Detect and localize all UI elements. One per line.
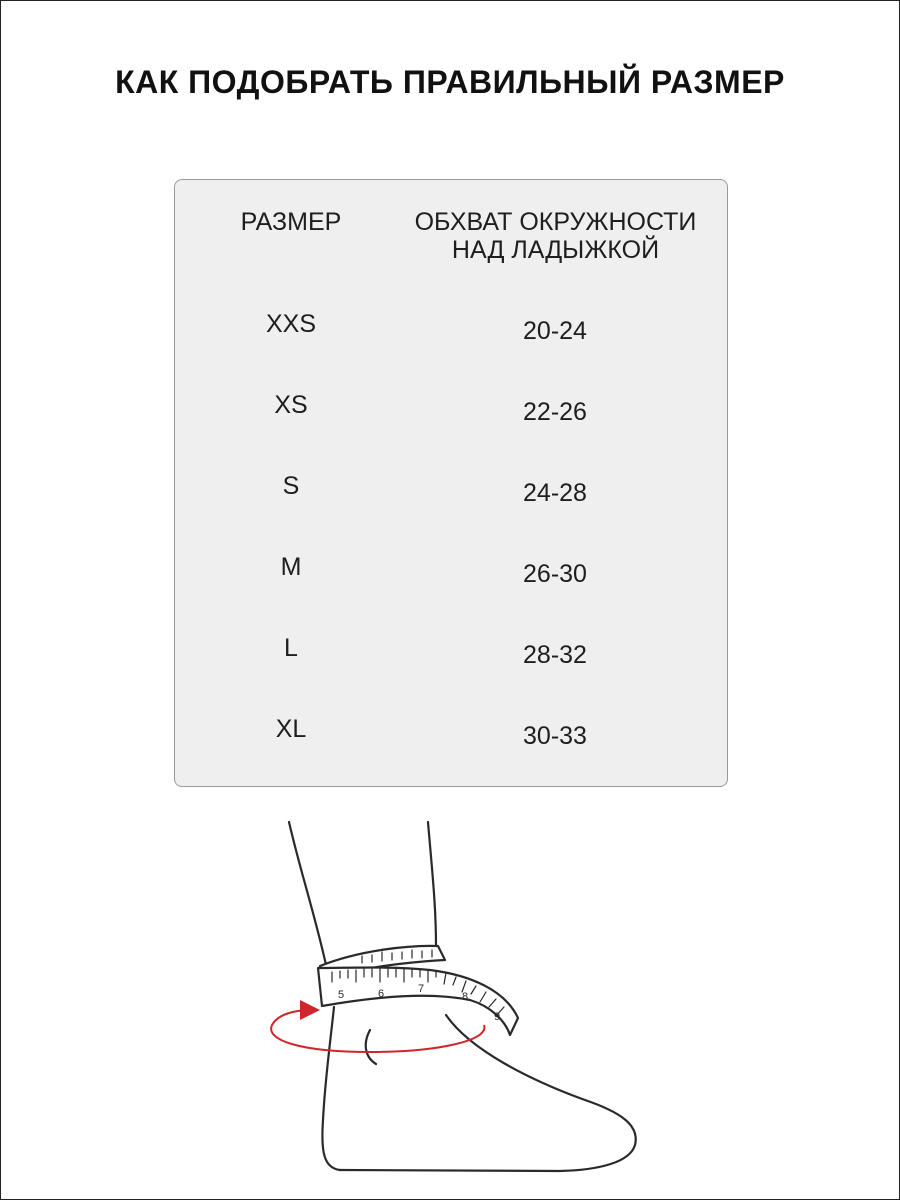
page-title: КАК ПОДОБРАТЬ ПРАВИЛЬНЫЙ РАЗМЕР	[115, 64, 785, 100]
row-girth: 30-33	[523, 722, 587, 750]
header-girth-line1: ОБХВАТ ОКРУЖНОСТИ	[414, 208, 697, 236]
row-girth: 22-26	[523, 398, 587, 426]
row-size: M	[280, 553, 302, 581]
ankle-measurement-illustration	[0, 800, 900, 1200]
row-girth: 26-30	[523, 560, 587, 588]
leg-right-lower	[340, 1015, 636, 1171]
tape-number: 7	[418, 983, 425, 995]
leg-right-contour	[428, 822, 436, 946]
header-size: РАЗМЕР	[240, 208, 342, 236]
header-girth-line2: НАД ЛАДЫЖКОЙ	[451, 236, 660, 264]
tape-number: 9	[494, 1011, 501, 1023]
row-size: L	[284, 634, 298, 662]
row-size: XL	[275, 715, 307, 743]
row-girth: 28-32	[523, 641, 587, 669]
header-girth	[393, 208, 718, 264]
ankle-bone	[366, 1030, 376, 1064]
leg-left-contour	[289, 822, 326, 965]
measure-arrow-icon	[271, 1010, 484, 1052]
leg-left-lower	[322, 1007, 340, 1170]
row-size: XXS	[265, 310, 317, 338]
row-girth: 24-28	[523, 479, 587, 507]
tape-number: 5	[338, 989, 345, 1001]
size-table	[174, 179, 728, 787]
row-size: XS	[274, 391, 308, 419]
row-size: S	[282, 472, 300, 500]
tape-number: 8	[462, 991, 469, 1003]
tape-number: 6	[378, 988, 385, 1000]
row-girth: 20-24	[523, 317, 587, 345]
